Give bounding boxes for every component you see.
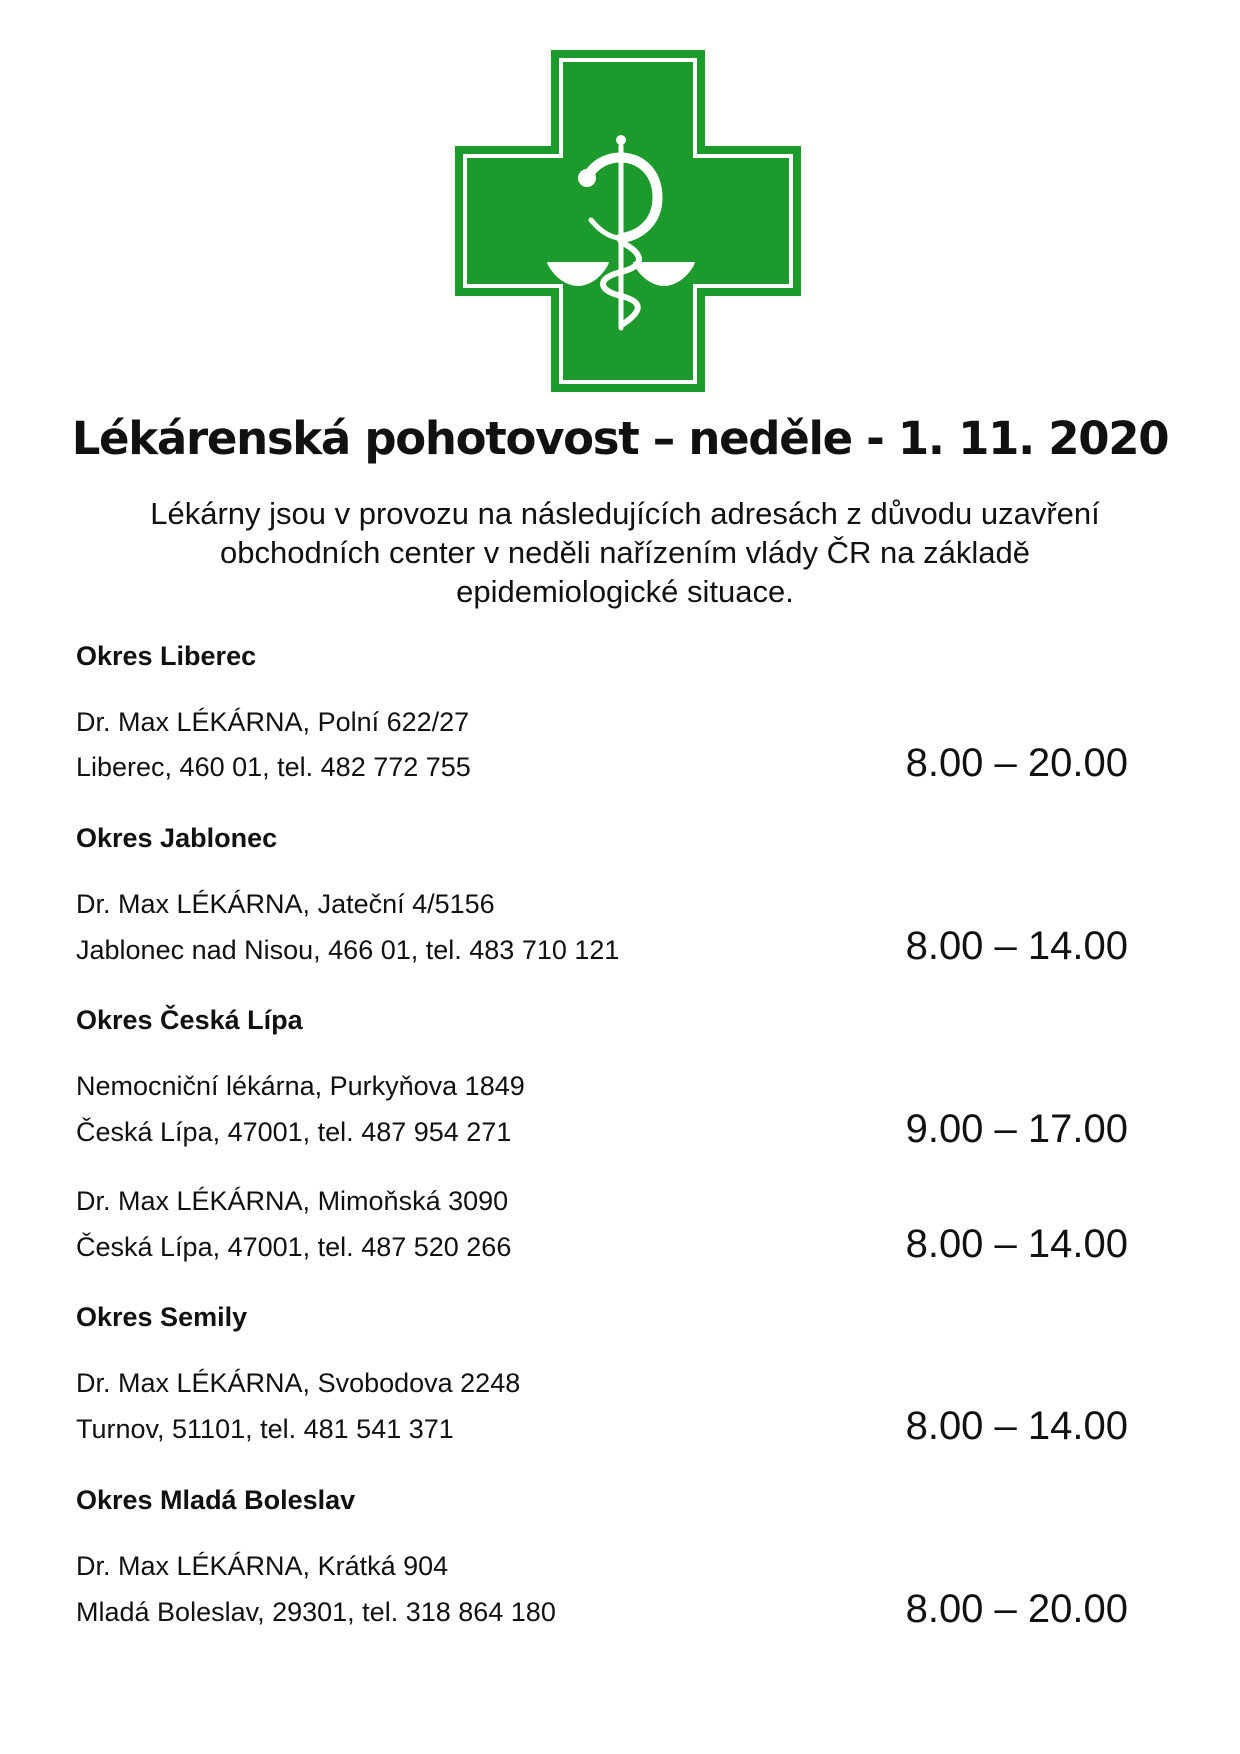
page-title: Lékárenská pohotovost – neděle - 1. 11. 2020 <box>71 412 1169 465</box>
pharmacy-address: Nemocniční lékárna, Purkyňova 1849 <box>76 1071 525 1101</box>
intro-line: Lékárny jsou v provozu na následujících adresách z důvodu uzavření <box>150 496 1100 531</box>
opening-hours: 8.00 – 14.00 <box>905 1404 1128 1448</box>
pharmacy-address: Dr. Max LÉKÁRNA, Jateční 4/5156 <box>76 889 495 919</box>
pharmacy-contact: Česká Lípa, 47001, tel. 487 954 271 <box>76 1117 512 1147</box>
intro-text <box>60 494 1190 611</box>
district-heading-semily: Okres Semily <box>76 1302 248 1332</box>
pharmacy-cross-icon <box>455 50 801 392</box>
opening-hours: 8.00 – 14.00 <box>905 924 1128 968</box>
pharmacy-address: Dr. Max LÉKÁRNA, Krátká 904 <box>76 1551 449 1581</box>
opening-hours: 8.00 – 20.00 <box>905 1587 1128 1631</box>
pharmacy-contact: Liberec, 460 01, tel. 482 772 755 <box>76 752 471 782</box>
opening-hours: 9.00 – 17.00 <box>905 1107 1128 1151</box>
district-heading-liberec: Okres Liberec <box>76 641 257 671</box>
pharmacy-contact: Jablonec nad Nisou, 466 01, tel. 483 710 121 <box>76 935 620 965</box>
pharmacy-contact: Mladá Boleslav, 29301, tel. 318 864 180 <box>76 1597 556 1627</box>
pharmacy-contact: Turnov, 51101, tel. 481 541 371 <box>76 1414 454 1444</box>
district-heading-mlada-boleslav: Okres Mladá Boleslav <box>76 1485 356 1515</box>
district-heading-jablonec: Okres Jablonec <box>76 823 278 853</box>
pharmacy-contact: Česká Lípa, 47001, tel. 487 520 266 <box>76 1232 512 1262</box>
cross-shape <box>455 50 801 392</box>
intro-line: epidemiologické situace. <box>456 574 794 609</box>
pharmacy-address: Dr. Max LÉKÁRNA, Polní 622/27 <box>76 707 470 737</box>
opening-hours: 8.00 – 20.00 <box>905 741 1128 785</box>
pharmacy-address: Dr. Max LÉKÁRNA, Mimoňská 3090 <box>76 1186 509 1216</box>
pharmacy-address: Dr. Max LÉKÁRNA, Svobodova 2248 <box>76 1368 521 1398</box>
intro-line: obchodních center v neděli nařízením vlády ČR na základě <box>220 535 1030 570</box>
opening-hours: 8.00 – 14.00 <box>905 1222 1128 1266</box>
district-heading-ceska-lipa: Okres Česká Lípa <box>76 1005 303 1035</box>
